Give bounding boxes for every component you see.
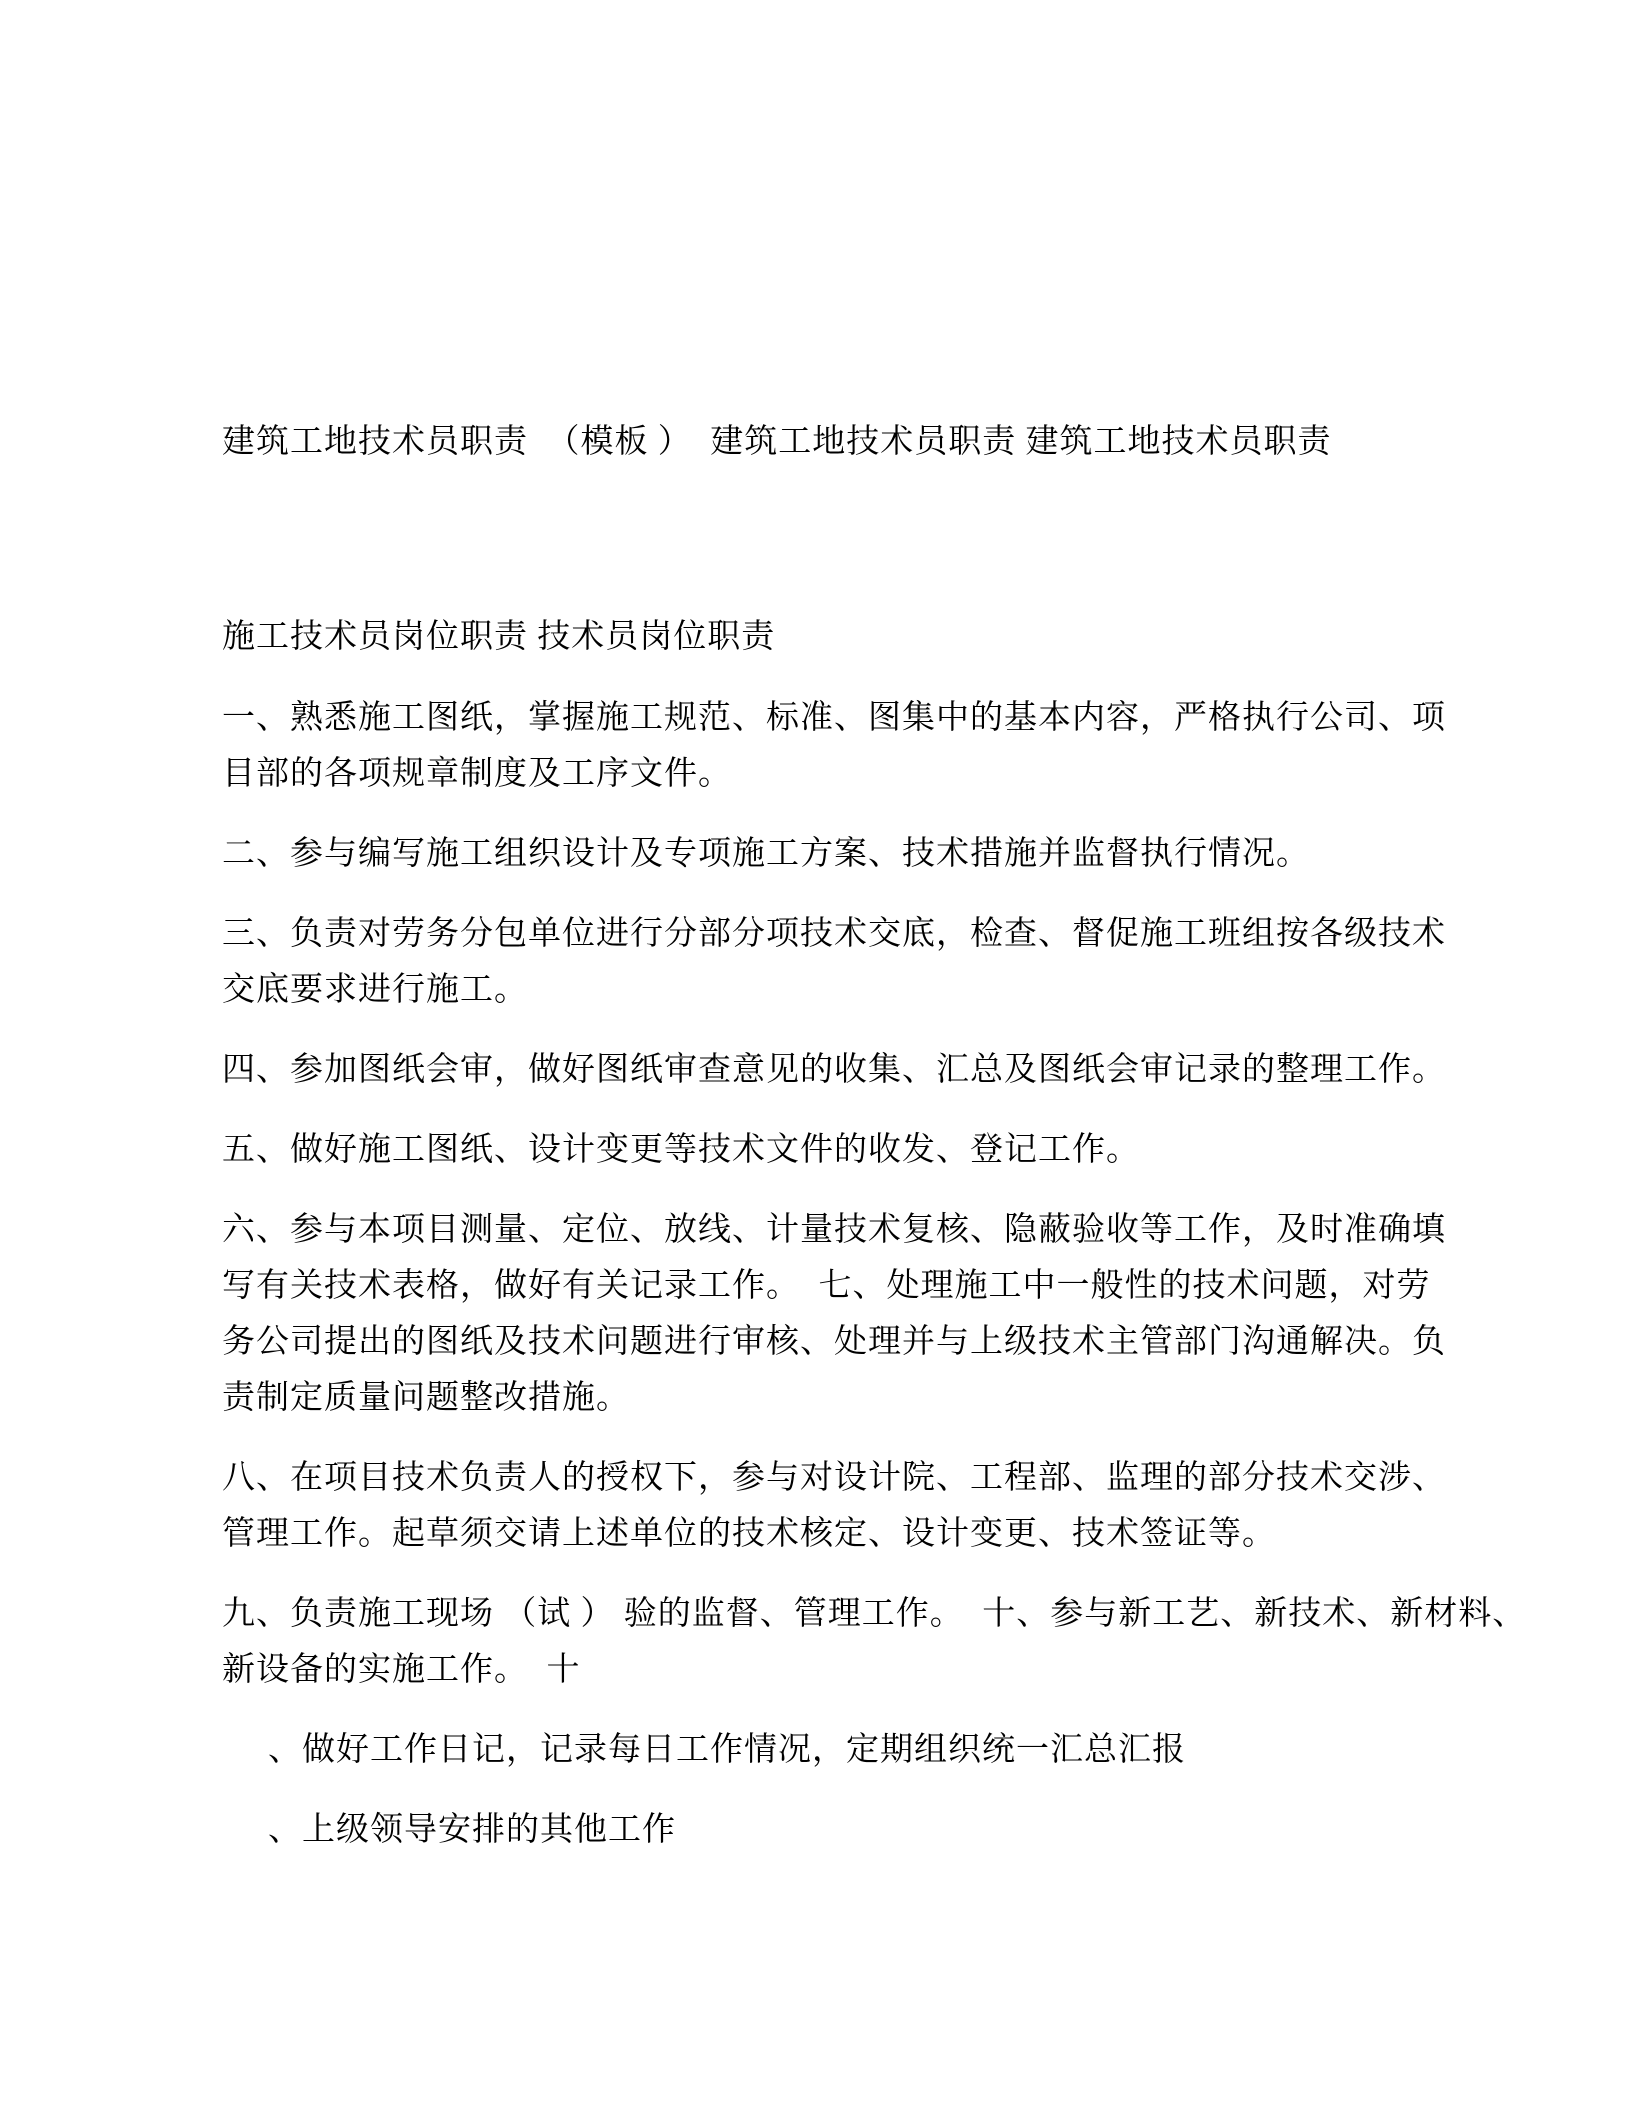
paragraph-10: [222, 1802, 1455, 1858]
text-line: 、上级领导安排的其他工作: [268, 1812, 676, 1848]
text-line: 务公司提出的图纸及技术问题进行审核、处理并与上级技术主管部门沟通解决。负: [222, 1324, 1446, 1360]
text-line: 五、做好施工图纸、设计变更等技术文件的收发、登记工作。: [222, 1132, 1140, 1168]
paragraph-5: [222, 1122, 1455, 1178]
section-heading: 施工技术员岗位职责 技术员岗位职责: [222, 619, 776, 655]
text-line: 一、熟悉施工图纸，掌握施工规范、标准、图集中的基本内容，严格执行公司、项: [222, 700, 1446, 736]
text-line: 新设备的实施工作。 十: [222, 1652, 581, 1688]
paragraph-9: [222, 1722, 1455, 1778]
text-line: 六、参与本项目测量、定位、放线、计量技术复核、隐蔽验收等工作，及时准确填: [222, 1212, 1446, 1248]
text-line: 写有关技术表格，做好有关记录工作。 七、处理施工中一般性的技术问题，对劳: [222, 1268, 1431, 1304]
paragraph-8: [222, 1586, 1527, 1698]
text-line: 三、负责对劳务分包单位进行分部分项技术交底，检查、督促施工班组按各级技术: [222, 916, 1446, 952]
text-line: 二、参与编写施工组织设计及专项施工方案、技术措施并监督执行情况。: [222, 836, 1310, 872]
paragraph-3: [222, 906, 1455, 1018]
paragraph-1: [222, 690, 1455, 802]
text-line: 、做好工作日记，记录每日工作情况，定期组织统一汇总汇报: [268, 1732, 1186, 1768]
paragraph-2: [222, 826, 1455, 882]
text-line: 九、负责施工现场 （试 ） 验的监督、管理工作。 十、参与新工艺、新技术、新材料、: [222, 1596, 1527, 1632]
paragraph-4: [222, 1042, 1455, 1098]
paragraph-6: [222, 1202, 1455, 1426]
document-title: 建筑工地技术员职责 （模板 ） 建筑工地技术员职责 建筑工地技术员职责: [222, 424, 1332, 460]
paragraph-7: [222, 1450, 1455, 1562]
text-line: 目部的各项规章制度及工序文件。: [222, 756, 732, 792]
text-line: 四、参加图纸会审，做好图纸审查意见的收集、汇总及图纸会审记录的整理工作。: [222, 1052, 1446, 1088]
text-line: 八、在项目技术负责人的授权下，参与对设计院、工程部、监理的部分技术交涉、: [222, 1460, 1446, 1496]
text-line: 管理工作。起草须交请上述单位的技术核定、设计变更、技术签证等。: [222, 1516, 1276, 1552]
text-line: 交底要求进行施工。: [222, 972, 528, 1008]
text-line: 责制定质量问题整改措施。: [222, 1380, 630, 1416]
